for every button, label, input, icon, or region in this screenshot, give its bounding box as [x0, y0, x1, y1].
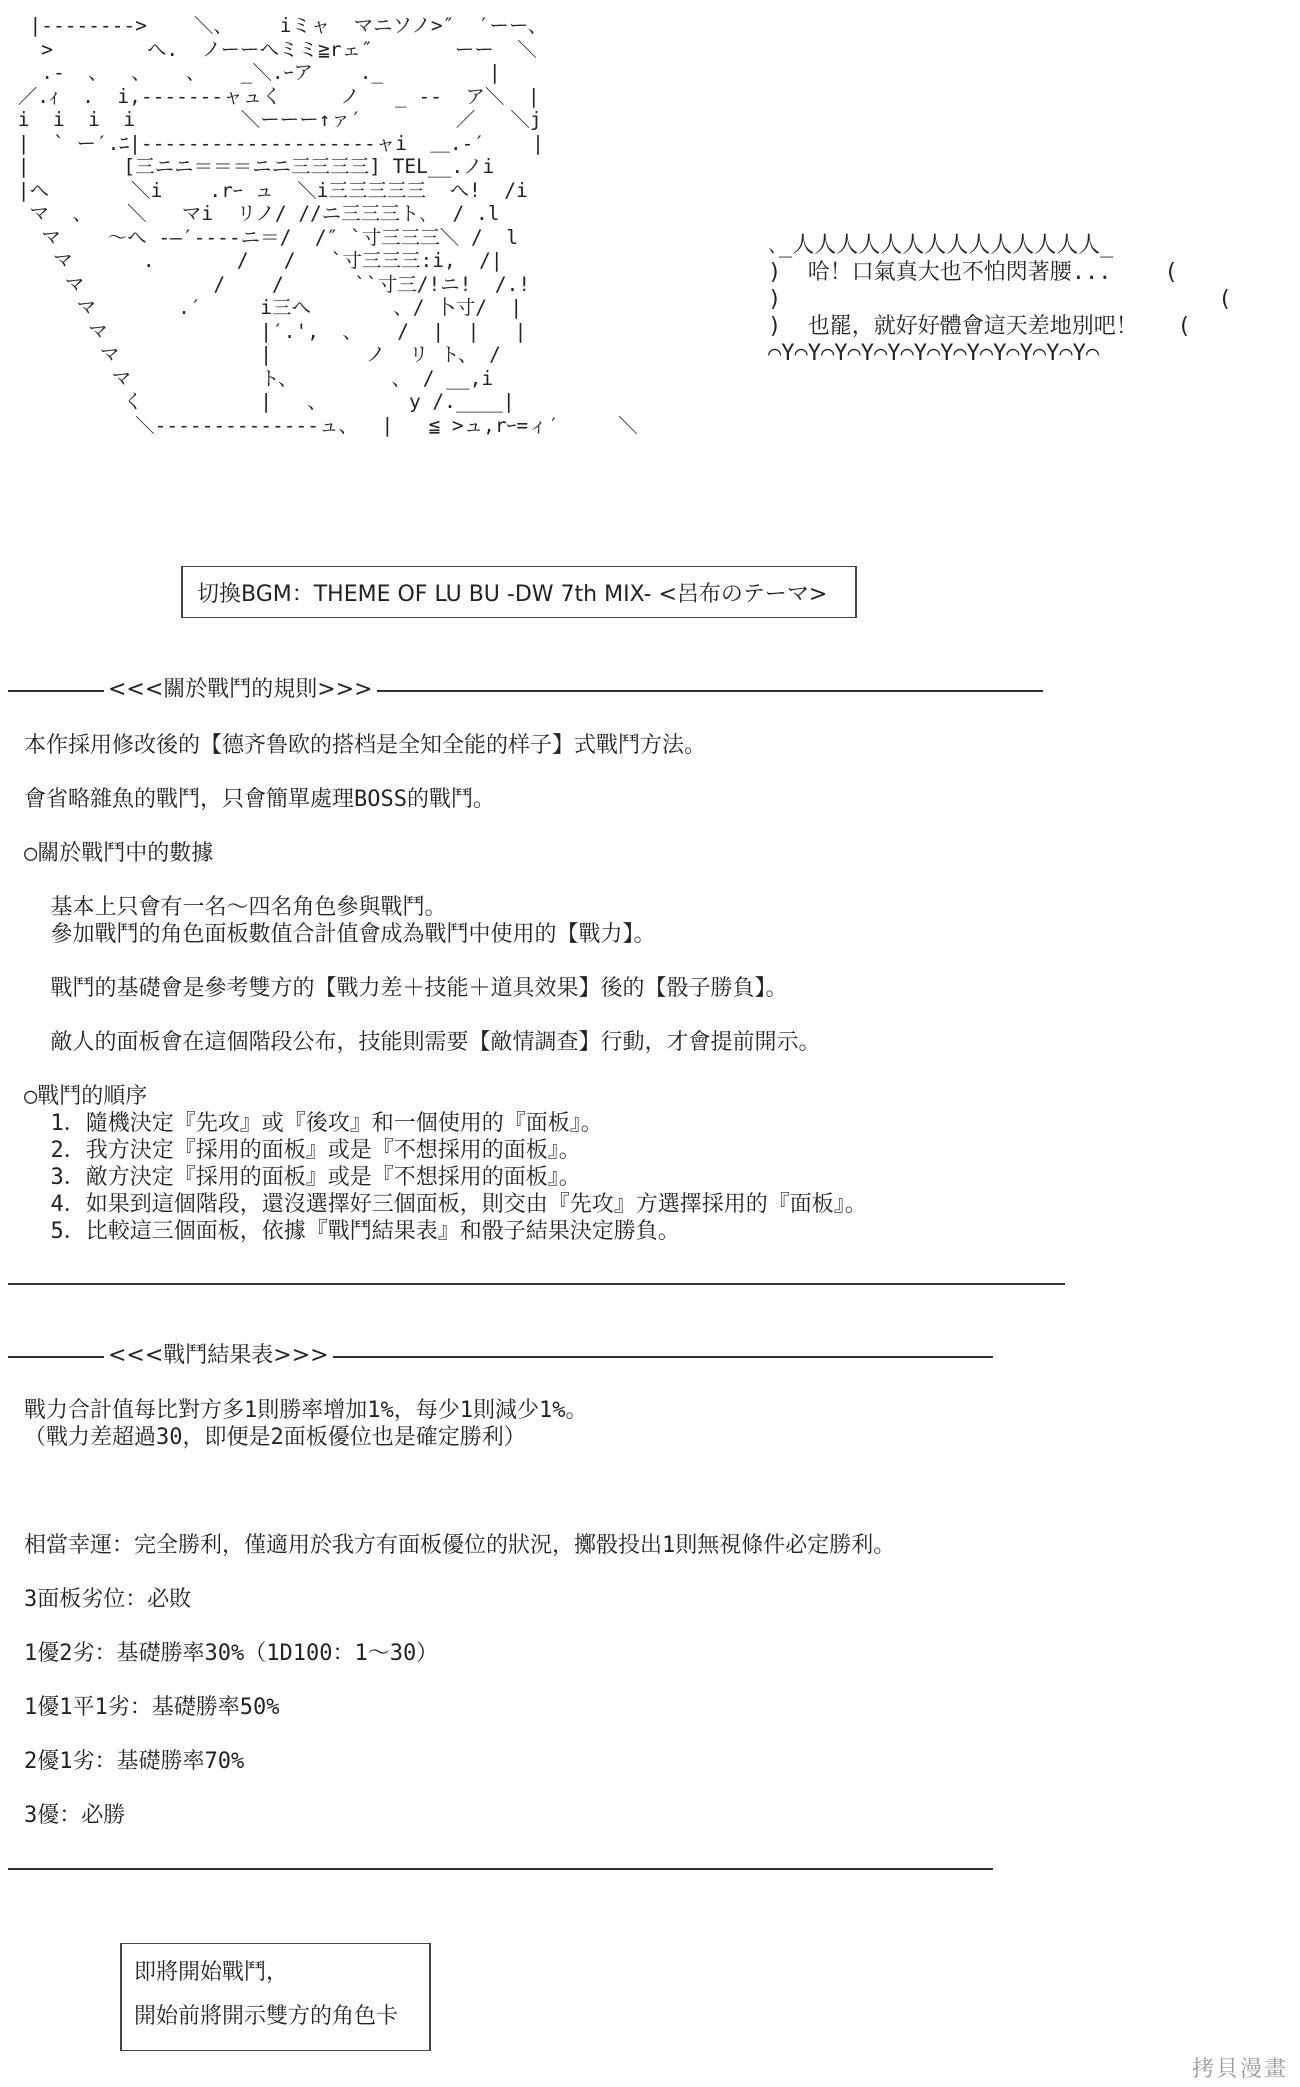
ascii-art-lu-bu: |--------> ＼、 iミャ マニソノ>″ ′ーー、 > へ. ノーーへミミ≧rェ″ ーー ＼ .- 、 、 、 _＼.ｰア ._ | ／.ｨ . i,-------ャュく ノ _ -- ア＼ | i i i i ＼ーーー↑ァ′ ／ ＼j | ` ー′.ﾆ|--------------------ャi ＿.-′ | | [三ニニ＝＝＝ニニ三三三三] TEL__.ノi |へ ＼i .rｰ ュ ＼i三三三三三 へ! /i マ 、 ＼ マi リノ/ //ニ三三三ト､ / .l マ ～へ -―′----ニ＝/ /″ `寸三三三＼ / l マ . / / `寸三三三:i, /| マ / / ``寸三/!ニ! /.! マ .′ i三へ 、/ 卜寸/ | マ |′.', 、 / | | | マ | ノ リ ト、 / マ ト、 、 / __,i く | 、 y /.____| ＼--------------ュ、 | ≦ >ュ,rｰ=ィ′ ＼: [17, 14, 638, 437]
results-bottom-rule: [8, 1868, 993, 1870]
rules-bottom-rule: [8, 1283, 1065, 1285]
bgm-switch-box: [181, 566, 857, 618]
start-line-1: 即將開始戰鬥，: [134, 1960, 289, 1985]
results-body: 戰力合計值每比對方多1則勝率增加1%，每少1則減少1%。 （戰力差超過30，即便是2面板優位也是確定勝利） 相當幸運：完全勝利，僅適用於我方有面板優位的狀況，擲骰投出1則無視條件必定勝利。 3面板劣位：必敗 1優2劣：基礎勝率30%（1D100：1～30） 1優1平1劣：基礎勝率50% 2優1劣：基礎勝率70% 3優：必勝: [24, 1398, 896, 1828]
start-line-2: 開始前將開示雙方的角色卡: [134, 2004, 399, 2029]
speech-bubble: ､_人人人人人人人人人人人人人人_ ) 哈！口氣真大也不怕閃著腰... ( ) ( ) 也罷，就好好體會這天差地別吧！ ( ⌒Y⌒Y⌒Y⌒Y⌒Y⌒Y⌒Y⌒Y⌒Y⌒Y⌒Y⌒Y⌒: [768, 233, 1232, 366]
battle-start-box: [120, 1943, 431, 2051]
watermark: 拷貝漫畫: [1191, 2057, 1288, 2082]
bgm-label: 切換BGM：THEME OF LU BU -DW 7th MIX- <呂布のテーマ>: [197, 581, 828, 607]
rules-body: 本作採用修改後的【德齐鲁欧的搭档是全知全能的样子】式戰鬥方法。 會省略雜魚的戰鬥，只會簡單處理BOSS的戰鬥。 ○關於戰鬥中的數據 基本上只會有一名～四名角色參與戰鬥。 參加戰鬥的角色面板數值合計值會成為戰鬥中使用的【戰力】。 戰鬥的基礎會是參考雙方的【戰力差＋技能＋道具效果】後的【骰子勝負】。 敵人的面板會在這個階段公布，技能則需要【敵情調查】行動，才會提前開示。 ○戰鬥的順序 1．隨機決定『先攻』或『後攻』和一個使用的『面板』。 2．我方決定『採用的面板』或是『不想採用的面板』。 3．敵方決定『採用的面板』或是『不想採用的面板』。 4．如果到這個階段，還沒選擇好三個面板，則交由『先攻』方選擇採用的『面板』。 5．比較這三個面板，依據『戰鬥結果表』和骰子結果決定勝負。: [24, 733, 867, 1244]
rules-section-title: <<<關於戰鬥的規則>>>: [104, 676, 377, 704]
results-section-title: <<<戰鬥結果表>>>: [104, 1342, 333, 1370]
